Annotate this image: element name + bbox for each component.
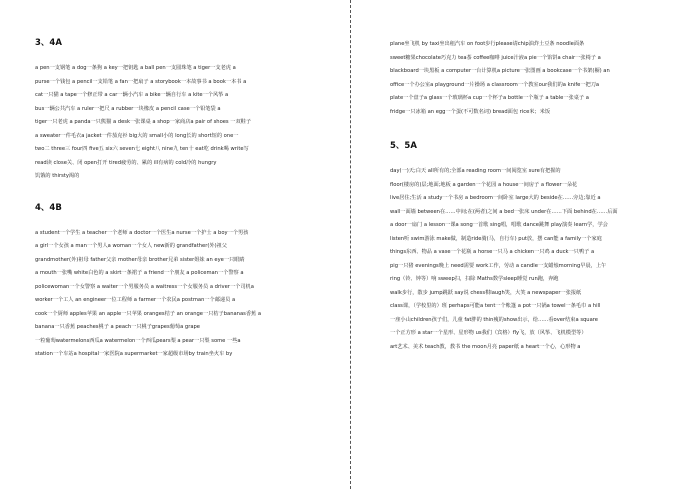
vocabulary-line: bus一辆公共汽车 a ruler一把尺 a rubber一块橡皮 a pencil case一个铅笔袋 a (35, 105, 221, 112)
vocabulary-line: 一粒葡萄watermelons西瓜a watermelon一个西瓜pears梨 a pear一只梨 some 一些a (35, 337, 241, 344)
vocabulary-line: a sweater一件毛衣a jacket一件茄克衫 big大的 small小的 long长的 short短的 one一 (35, 132, 239, 139)
section-title-4-4b: 4、4B (35, 202, 62, 213)
vocabulary-line: grandmother(外)祖母 father父亲 mother母亲 brother兄弟 sister姐妹 an eye一只眼睛 (35, 256, 245, 263)
vocabulary-line: a door一扇门 a lesson一课a song一首歌 sing唱，唱歌 dance跳舞 play演奏 learn学，学会 (390, 222, 608, 228)
vocabulary-line: a pen一支钢笔 a dog一条狗 a key一把钥匙 a ball pen一支圆珠笔 a tiger一支老虎 a (35, 65, 236, 71)
vocabulary-line: day(一)天;白天 all所有的;全部a reading room一间阅览室 sure有把握的 (390, 168, 561, 174)
vocabulary-line: ring（铃、钟等）响 sweep扫，扫除 Maths数学sleep睡觉 run跑，奔跑 (390, 276, 559, 282)
section-title-5-5a: 5、5A (390, 141, 417, 151)
vocabulary-line: art艺术、美术 teach教，教书 the moon月亮 paper纸 a heart一个心，心形物 a (390, 343, 581, 350)
vocabulary-line: pig一只猪 evenings晚上 need需要 work工作，劳动 a candle一支蜡烛morning早晨，上午 (390, 262, 607, 269)
vocabulary-list-4-4b (35, 227, 336, 362)
vocabulary-line: tiger一只老虎 a panda一只熊猫 a desk一张课桌 a shop一家商店a pair of shoes 一双鞋子 (35, 119, 252, 125)
vocabulary-line: 一座小山children孩子们，儿童 fat胖的 thin瘦的show出示，给……看over结束a square (390, 316, 598, 323)
vocabulary-line: a mouth一张嘴 white白色的 a skirt一条裙子 a friend一个朋友 a policeman一个警察 a (35, 270, 244, 276)
vocabulary-line: policewoman一个女警察 a waiter一个男服务员 a waitress一个女服务员 a driver一个司机a (35, 283, 254, 290)
vocabulary-line: purse一个钱包 a pencil一支铅笔 a fan一把扇子 a storybook一本故事书 a book一本书 a (35, 78, 247, 85)
vocabulary-line: station一个车站a hospital一家医院a supermarket一家超级市场by train坐火车 by (35, 351, 233, 357)
vocabulary-line: read读 close关、闭 open打开 tired疲劳的、累的 ill有病的 cold冷的 hungry (35, 159, 217, 166)
vocabulary-line: class课，（学校里的）班 perhaps可能a tent一个帐篷 a pot一只锅a towel一条毛巾 a hill (390, 303, 601, 309)
vocabulary-line: sweet糖果chocolate巧克力 tea茶 coffee咖啡 juice汁液a pie一个馅饼a chair一张椅子 a (390, 54, 601, 61)
vocabulary-list-3-4a (35, 62, 336, 184)
vocabulary-line: cat一只猫 a tape一个修正带 a car一辆小汽车 a bike一辆自行车 a kite一个风筝 a (35, 92, 229, 98)
vocabulary-line: live居住;生活 a study一个书房 a bedroom一间卧室 large大的 beside在……旁边;靠近 a (390, 195, 601, 201)
section-title-3-4a: 3、4A (35, 38, 62, 48)
vocabulary-list-continued (390, 38, 679, 119)
vocabulary-line: wall一面墙 between在……中间;在(两者)之间 a bed一张床 under在……下面 behind在……后面 (390, 208, 618, 215)
vocabulary-line: plane坐飞机 by taxi坐出租汽车 on foot步行please请chip油炸土豆条 noodle面条 (390, 41, 585, 47)
vocabulary-list-5-5a (390, 165, 679, 354)
right-page (351, 0, 700, 489)
vocabulary-line: listen听 swim游泳 make做，制造ride骑(马，自行车) put放，摆 can能 a family一个家庭 (390, 235, 602, 242)
vocabulary-line: a girl一个女孩 a man一个男人a woman一个女人 new新的 grandfather(外)祖父 (35, 243, 227, 249)
vocabulary-line: plate一个盘子a glass一个玻璃杯a cup一个杯子a bottle一个瓶子 a table一张桌子 a (390, 95, 589, 101)
vocabulary-line: a student一个学生 a teacher一个老师 a doctor一个医生a nurse一个护士 a boy一个男孩 (35, 229, 249, 236)
vocabulary-line: 一个正方形 a star一个星形、星形物 us我们（宾格）fly飞，放（风筝、飞机模型等） (390, 330, 587, 336)
vocabulary-line: walk步行，散步 jump跳跃 say说 chess棋laugh笑，大笑 a newspaper一张报纸 (390, 289, 582, 296)
vocabulary-line: fridge一只冰箱 an egg一个蛋(不可数名词) bread面包 rice米；米饭 (390, 108, 551, 115)
vocabulary-line: worker一个工人 an engineer一位工程师 a farmer一个农民a postman一个邮递员 a (35, 297, 236, 303)
vocabulary-line: 饥饿的 thirsty渴的 (35, 173, 80, 179)
vocabulary-line: things东西、物品 a vase一个花瓶 a horse一只马 a chicken一只鸡 a duck一只鸭子 a (390, 249, 595, 255)
vocabulary-line: floor(楼房的)层;地面;地板 a garden一个花园 a house一间房子 a flower一朵花 (390, 181, 578, 188)
vocabulary-line: office一个办公室a playground一片操场 a classroom一个教室our我们的a knife一把刀a (390, 81, 600, 88)
vocabulary-line: banana一只香蕉 peaches桃子 a peach一只桃子grapes葡萄a grape (35, 324, 200, 330)
vocabulary-line: two二 three三 four四 five五 six六 seven七 eight八 nine九 ten十 eat吃 drink喝 write写 (35, 146, 249, 152)
vocabulary-line: blackboard一块黑板 a computer一台计算机a picture一张图画 a bookcase一个书架(橱) an (390, 68, 610, 74)
vocabulary-line: cook一个厨师 apples苹果 an apple一只苹果 oranges桔子 an orange一只桔子bananas香蕉 a (35, 310, 262, 317)
